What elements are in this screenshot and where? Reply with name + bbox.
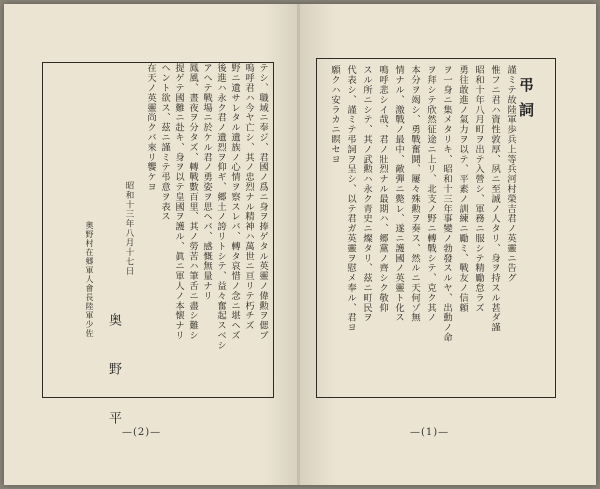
text-column: 昭和十年八月町ヲ出テ入營シ、軍務ニ服シテ精勵怠ラズ xyxy=(473,65,484,313)
text-column: アヘテ戰場ニ於ケル君ノ勇姿ヲ思ヘバ、感慨無量ナリ xyxy=(201,63,212,301)
text-column: スル所ニシテ、其ノ武勲ハ永ク青史ニ燦タリ、茲ニ町民ヲ xyxy=(361,65,372,323)
text-column: 情ナル、激戰ノ最中、敵彈ニ斃レ、遂ニ護國ノ英靈ト化ス xyxy=(393,65,404,323)
text-column: 後進ハ永ク君ノ遺烈ヲ仰ギ、郷土ノ誇リトシテ、益々奮起スベシ xyxy=(215,63,226,351)
signer-title: 奥野村在郷軍人會長陸軍少佐 xyxy=(85,221,94,338)
text-column: 鳳風、晝夜ヲ分タズ、轉戰數百里、其ノ勞苦ハ筆舌ニ盡シ難シ xyxy=(187,63,198,341)
text-column: 嗚呼君ハ今ヤ亡シ、其ノ忠烈ナル精神ハ萬世ニ亘リテ朽チズ xyxy=(243,63,254,331)
left-text-frame xyxy=(42,62,274,441)
text-column: 勇往敢進ノ氣力ヲ以テ、平素ノ訓練ニ勵ミ、戰友ノ信頼 xyxy=(457,65,468,313)
page-title: 弔詞 xyxy=(517,77,535,127)
right-page xyxy=(300,4,596,485)
open-book xyxy=(4,4,596,485)
page-number: —(2)— xyxy=(122,427,162,438)
text-column: 惟フニ君ハ資性敦厚、夙ニ至誠ノ人タリ、身ヲ持スル甚ダ謹 xyxy=(489,65,500,333)
text-column: ヘント欲ス、茲ニ謹ミテ弔意ヲ表ス xyxy=(159,63,170,222)
page-number: —(1)— xyxy=(410,427,450,438)
text-column: 提ゲテ國難ニ赴キ、身ヲ以テ皇國ヲ護ル、眞ニ軍人ノ本懐ナリ xyxy=(173,63,184,341)
left-page xyxy=(4,4,300,485)
text-column: ヲ一身ニ集メタリキ、昭和十三年事變ノ勃發スルヤ、出動ノ命 xyxy=(441,65,452,343)
text-column: テシ、職域ニ奉ジ、君國ノ爲ニ身ヲ捧ゲタル英靈ノ偉勲ヲ偲ブ xyxy=(257,63,268,341)
text-column: ヲ拜シテ欣然征途ニ上リ、北支ノ野ニ轉戰シテ、克ク其ノ xyxy=(425,65,436,323)
text-column: 野ニ遺サレタル遺族ノ心情ヲ察スレバ、轉タ哀惜ノ念ニ堪ヘズ xyxy=(229,63,240,341)
text-column: 鳴呼悲シイ哉、君ノ壯烈ナル最期ハ、郷黨ノ齊シク敬仰 xyxy=(377,65,388,313)
text-column: 願クハ安ラカニ瞑セヨ xyxy=(329,65,340,164)
text-column: 謹ミテ故陸軍歩兵上等兵河村榮吉君ノ英靈ニ告グ xyxy=(505,65,516,283)
text-column: 代表シ、謹ミテ弔詞ヲ呈シ、以テ君ガ英靈ヲ慰メ奉ル、君ヨ xyxy=(345,65,356,333)
signer-name: 奥 野 平 xyxy=(106,313,121,441)
document-date: 昭和十三年八月十七日 xyxy=(124,181,134,276)
text-column: 本分ヲ竭シ、勇戰奮鬪、屢々殊勲ヲ奏ス、然ルニ天何ゾ無 xyxy=(409,65,420,323)
text-column: 在天ノ英靈尚クバ來リ饗ケヨ xyxy=(145,63,156,192)
right-text-frame xyxy=(316,58,556,398)
